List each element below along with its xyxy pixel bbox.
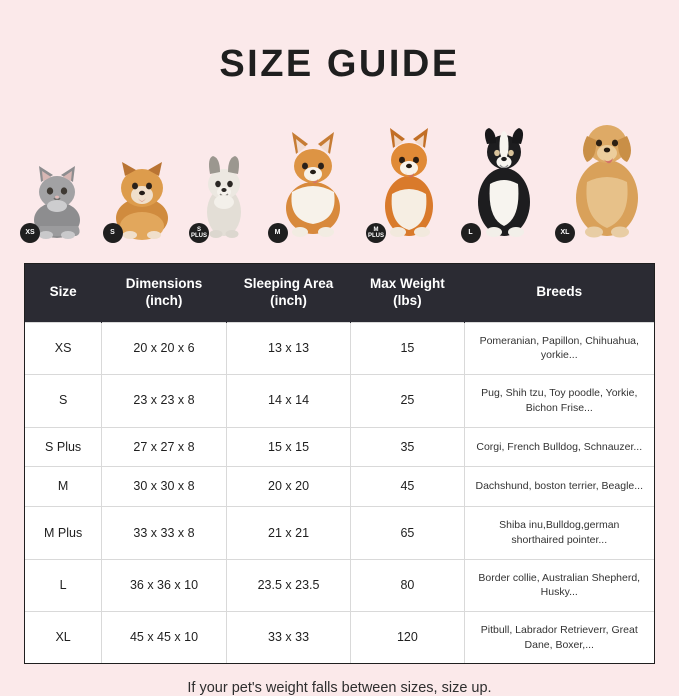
- french-bulldog-icon: [190, 132, 253, 245]
- border-collie-icon: [467, 112, 541, 245]
- pet-m-plus: [367, 118, 446, 245]
- pet-m: [274, 122, 352, 245]
- cell-dimensions: 45 x 45 x 10: [102, 612, 227, 664]
- pet-badge-m: [268, 223, 288, 243]
- header-max-weight: [351, 264, 464, 322]
- pet-badge-label: XL: [560, 229, 570, 237]
- size-table: [25, 264, 654, 663]
- cell-sleeping-area: 23.5 x 23.5: [226, 559, 351, 611]
- pomeranian-icon: [109, 140, 175, 245]
- cell-size: L: [25, 559, 102, 611]
- table-row: [25, 612, 654, 664]
- cell-dimensions: 30 x 30 x 8: [102, 467, 227, 507]
- pet-badge-label: M: [373, 226, 379, 233]
- corgi-icon: [274, 122, 352, 245]
- cell-size: S: [25, 375, 102, 427]
- cat-icon: [26, 140, 88, 245]
- table-row: [25, 427, 654, 467]
- table-row: [25, 322, 654, 374]
- page-title: SIZE GUIDE: [219, 43, 460, 85]
- header-sleeping-area-line2: (inch): [270, 292, 307, 308]
- table-row: [25, 375, 654, 427]
- cell-breeds: Pomeranian, Papillon, Chihuahua, yorkie...: [464, 322, 654, 374]
- cell-size: M: [25, 467, 102, 507]
- table-head: [25, 264, 654, 322]
- header-size: [25, 264, 102, 322]
- table-body: [25, 322, 654, 663]
- pet-badge-label: M: [274, 229, 281, 237]
- collie-svg: [467, 112, 541, 240]
- cell-breeds: Pug, Shih tzu, Toy poodle, Yorkie, Bichon Frise...: [464, 375, 654, 427]
- pet-badge-label: L: [468, 229, 473, 237]
- cell-sleeping-area: 13 x 13: [226, 322, 351, 374]
- cell-dimensions: 33 x 33 x 8: [102, 507, 227, 559]
- cell-max-weight: 25: [351, 375, 464, 427]
- pet-badge-label: XS: [25, 229, 35, 237]
- pet-s: [109, 140, 175, 245]
- pet-badge-s: [103, 223, 123, 243]
- cell-sleeping-area: 15 x 15: [226, 427, 351, 467]
- footnote: If your pet's weight falls between sizes, size up.: [187, 680, 492, 696]
- cell-breeds: Shiba inu,Bulldog,german shorthaired pointer...: [464, 507, 654, 559]
- cell-max-weight: 15: [351, 322, 464, 374]
- cell-breeds: Border collie, Australian Shepherd, Husky...: [464, 559, 654, 611]
- cell-max-weight: 120: [351, 612, 464, 664]
- cell-size: XS: [25, 322, 102, 374]
- cell-breeds: Pitbull, Labrador Retrieverr, Great Dane, Boxer,...: [464, 612, 654, 664]
- header-sleeping-area: [226, 264, 351, 322]
- header-sleeping-area-line1: Sleeping Area: [243, 276, 334, 291]
- cell-sleeping-area: 14 x 14: [226, 375, 351, 427]
- pet-badge-label: S: [110, 229, 115, 237]
- cell-breeds: Corgi, French Bulldog, Schnauzer...: [464, 427, 654, 467]
- header-max-weight-line2: (lbs): [393, 292, 422, 308]
- header-dimensions: [102, 264, 227, 322]
- table-row: [25, 467, 654, 507]
- golden-svg: [561, 106, 653, 240]
- table-row: [25, 559, 654, 611]
- cell-sleeping-area: 33 x 33: [226, 612, 351, 664]
- pet-badge-xl: [555, 223, 575, 243]
- corgi-svg: [274, 122, 352, 240]
- cell-breeds: Dachshund, boston terrier, Beagle...: [464, 467, 654, 507]
- table-header-row: [25, 264, 654, 322]
- table-row: [25, 507, 654, 559]
- header-size-line1: Size: [49, 284, 77, 300]
- header-breeds-line1: Breeds: [536, 284, 583, 300]
- size-table-container: [24, 263, 655, 664]
- pet-badge-sublabel: PLUS: [367, 233, 384, 239]
- pet-badge-sublabel: PLUS: [190, 233, 207, 239]
- header-dimensions-line1: Dimensions: [125, 276, 203, 291]
- cell-max-weight: 80: [351, 559, 464, 611]
- cell-dimensions: 27 x 27 x 8: [102, 427, 227, 467]
- header-breeds: [464, 264, 654, 322]
- cell-size: S Plus: [25, 427, 102, 467]
- header-max-weight-line1: Max Weight: [370, 276, 445, 291]
- cell-sleeping-area: 21 x 21: [226, 507, 351, 559]
- cell-sleeping-area: 20 x 20: [226, 467, 351, 507]
- cell-max-weight: 35: [351, 427, 464, 467]
- cell-dimensions: 20 x 20 x 6: [102, 322, 227, 374]
- pet-l: [467, 112, 541, 245]
- pet-badge-xs: [20, 223, 40, 243]
- cell-dimensions: 23 x 23 x 8: [102, 375, 227, 427]
- pet-xl: [561, 106, 653, 245]
- header-dimensions-line2: (inch): [145, 292, 183, 308]
- pet-illustration-row: [26, 105, 653, 245]
- cell-max-weight: 65: [351, 507, 464, 559]
- cell-dimensions: 36 x 36 x 10: [102, 559, 227, 611]
- shiba-svg: [372, 118, 446, 240]
- cell-max-weight: 45: [351, 467, 464, 507]
- golden-retriever-icon: [561, 106, 653, 245]
- shiba-inu-icon: [367, 118, 446, 245]
- pet-badge-s-plus: [189, 223, 209, 243]
- cell-size: M Plus: [25, 507, 102, 559]
- pet-badge-label: S: [196, 226, 201, 233]
- pet-xs: [26, 140, 88, 245]
- pet-s-plus: [190, 132, 253, 245]
- pet-badge-l: [461, 223, 481, 243]
- pet-badge-m-plus: [366, 223, 386, 243]
- cell-size: XL: [25, 612, 102, 664]
